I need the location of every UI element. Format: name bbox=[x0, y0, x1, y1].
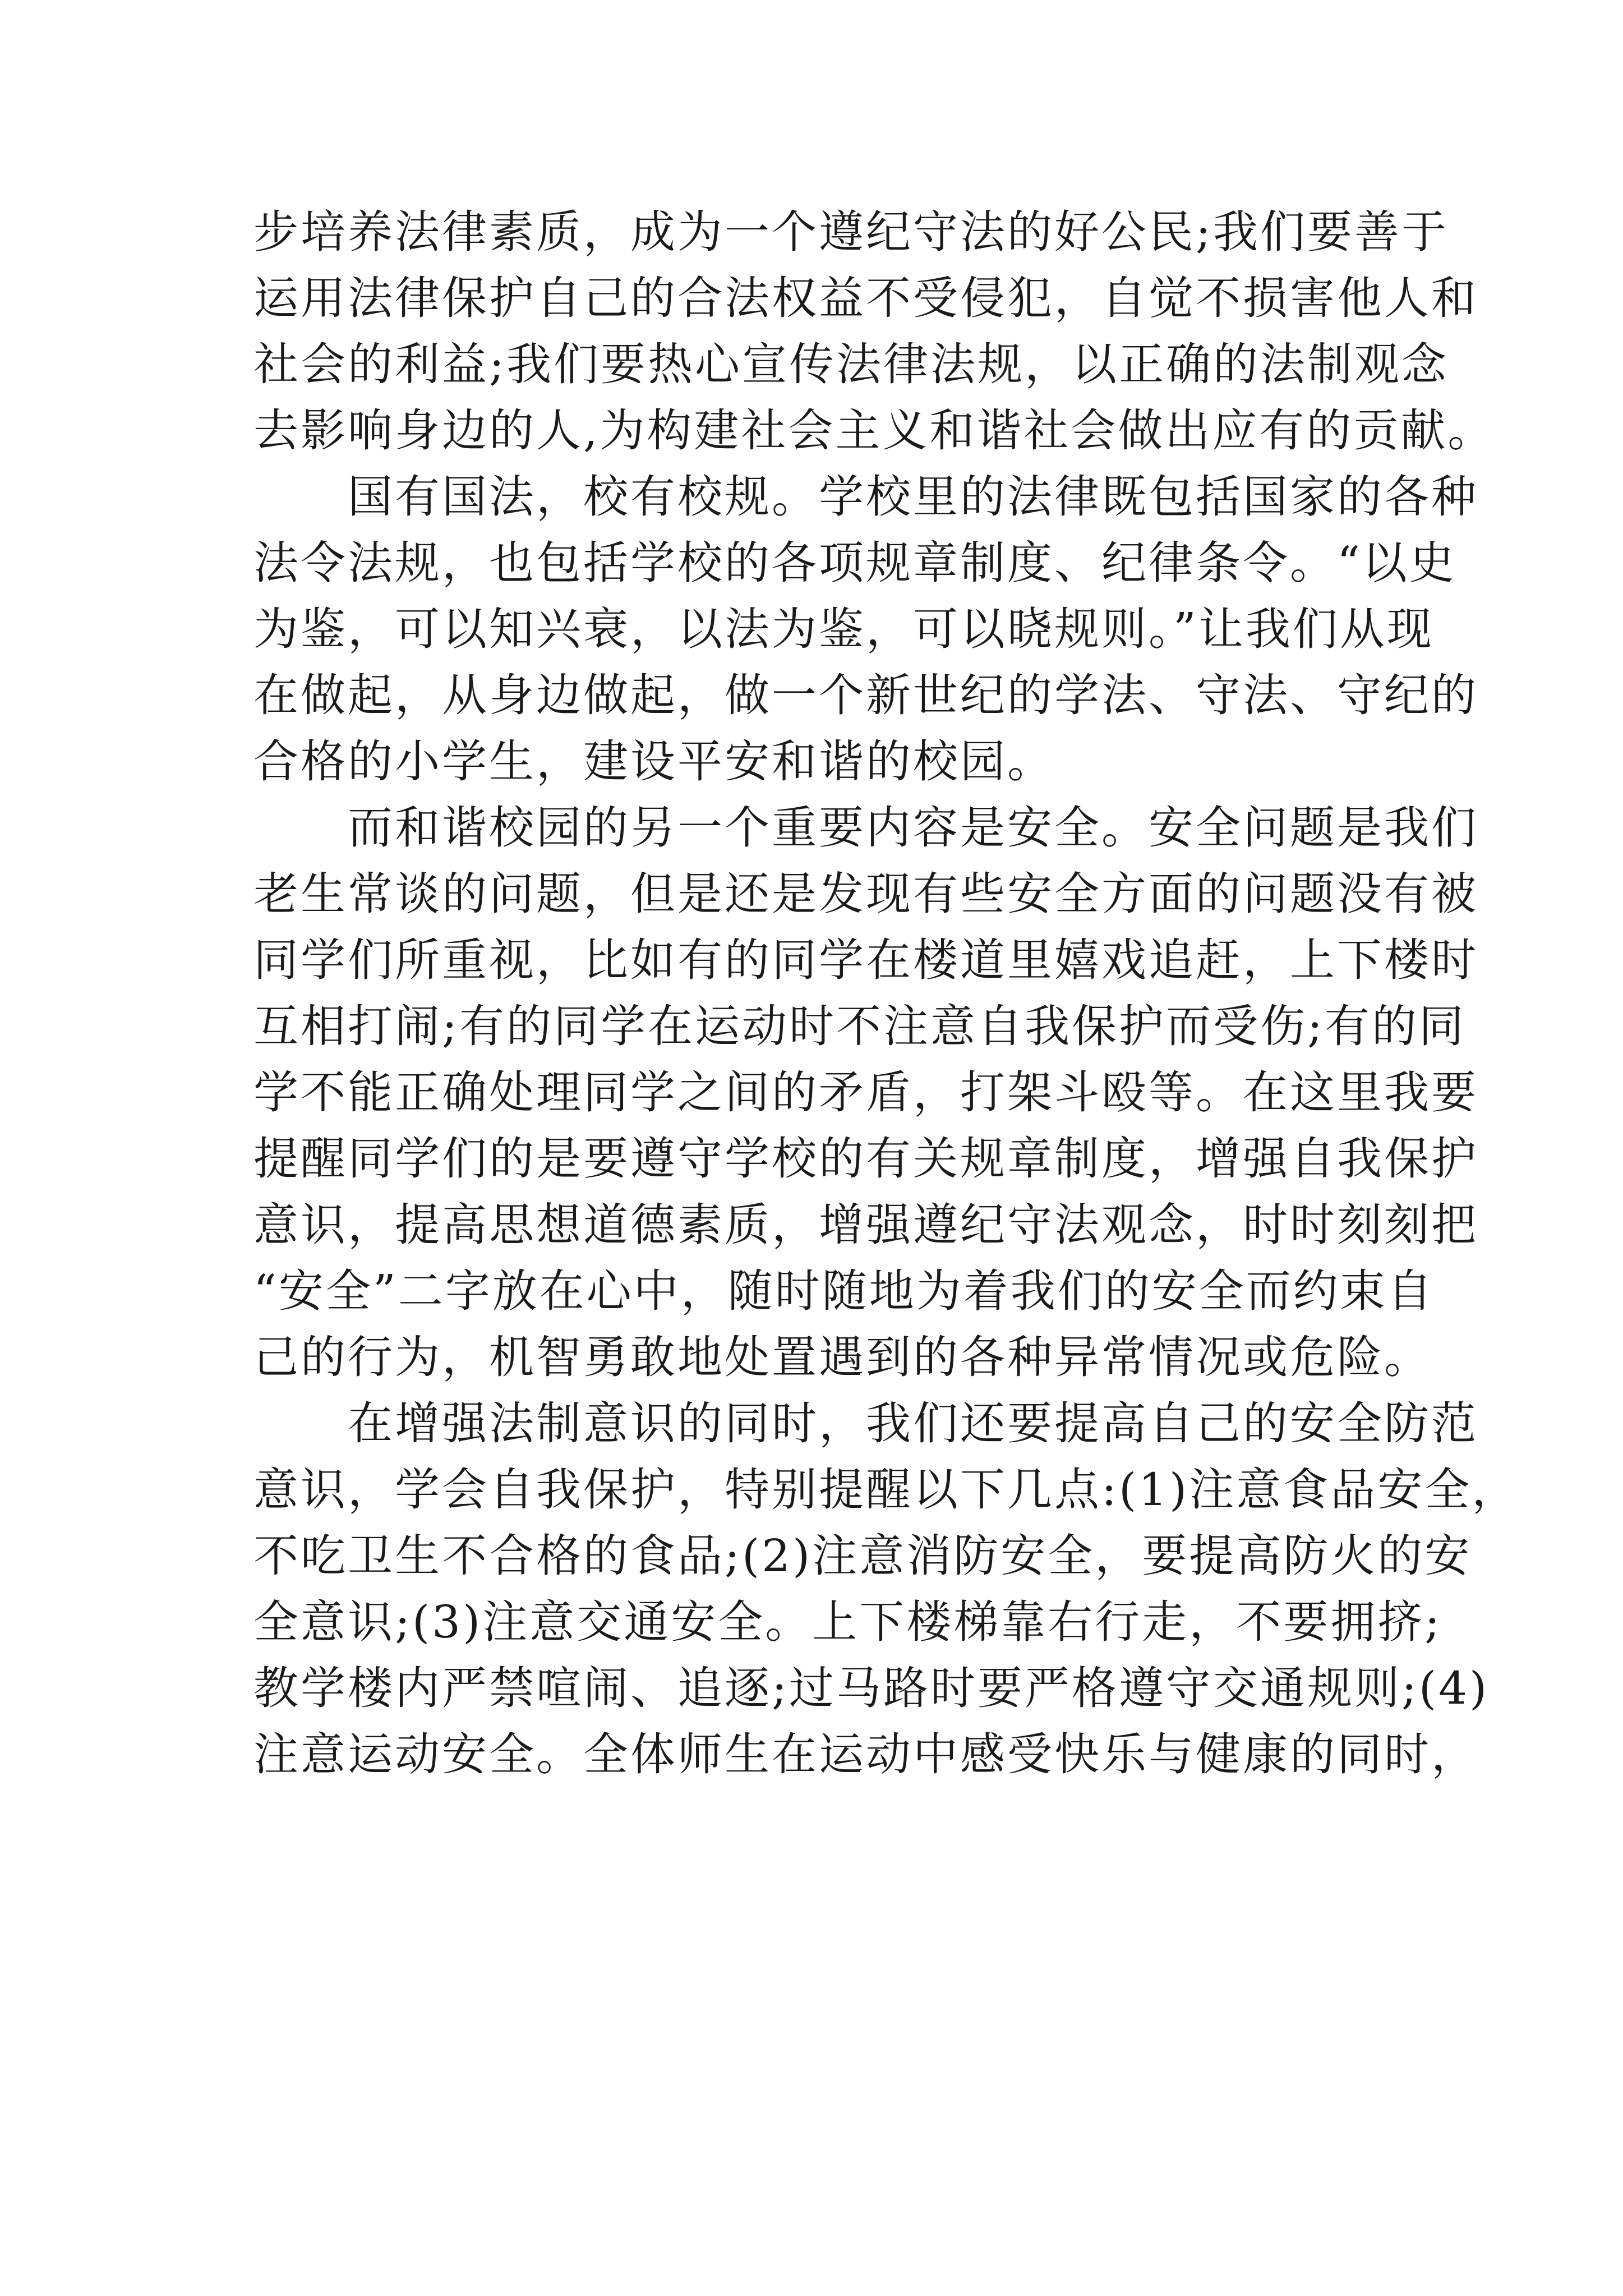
text-line: 不吃卫生不合格的食品;(2)注意消防安全，要提高防火的安 bbox=[253, 1530, 1472, 1582]
text-line: 意识，提高思想道德素质，增强遵纪守法观念，时时刻刻把 bbox=[253, 1199, 1478, 1251]
paragraph-first-line: 国有国法，校有校规。学校里的法律既包括国家的各种 bbox=[348, 471, 1478, 523]
text-line: 在做起，从身边做起，做一个新世纪的学法、守法、守纪的 bbox=[253, 669, 1478, 721]
paragraph-first-line: 在增强法制意识的同时，我们还要提高自己的安全防范 bbox=[348, 1397, 1478, 1450]
text-line: 互相打闹;有的同学在运动时不注意自我保护而受伤;有的同 bbox=[253, 1000, 1466, 1052]
text-line: “安全”二字放在心中，随时随地为着我们的安全而约束自 bbox=[253, 1265, 1435, 1317]
text-line: 法令法规，也包括学校的各项规章制度、纪律条令。“以史 bbox=[253, 537, 1456, 589]
text-line: 合格的小学生，建设平安和谐的校园。 bbox=[253, 735, 1054, 788]
text-line: 为鉴，可以知兴衰，以法为鉴，可以晓规则。”让我们从现 bbox=[253, 603, 1434, 655]
text-line: 提醒同学们的是要遵守学校的有关规章制度，增强自我保护 bbox=[253, 1133, 1478, 1185]
body-text bbox=[253, 199, 1519, 1788]
text-line: 运用法律保护自己的合法权益不受侵犯，自觉不损害他人和 bbox=[253, 272, 1478, 324]
text-line: 教学楼内严禁喧闹、追逐;过马路时要严格遵守交通规则;(4) bbox=[253, 1662, 1490, 1714]
text-line: 意识，学会自我保护，特别提醒以下几点:(1)注意食品安全， bbox=[253, 1464, 1519, 1516]
text-line: 步培养法律素质，成为一个遵纪守法的好公民;我们要善于 bbox=[253, 206, 1449, 258]
text-line: 去影响身边的人,为构建社会主义和谐社会做出应有的贡献。 bbox=[253, 404, 1495, 457]
text-line: 老生常谈的问题，但是还是发现有些安全方面的问题没有被 bbox=[253, 868, 1478, 920]
text-line: 同学们所重视，比如有的同学在楼道里嬉戏追赶，上下楼时 bbox=[253, 934, 1478, 986]
text-line: 注意运动安全。全体师生在运动中感受快乐与健康的同时， bbox=[253, 1728, 1478, 1780]
paragraph-first-line: 而和谐校园的另一个重要内容是安全。安全问题是我们 bbox=[348, 802, 1478, 854]
text-line: 学不能正确处理同学之间的矛盾，打架斗殴等。在这里我要 bbox=[253, 1066, 1478, 1119]
text-line: 社会的利益;我们要热心宣传法律法规，以正确的法制观念 bbox=[253, 338, 1449, 390]
text-line: 己的行为，机智勇敢地处置遇到的各种异常情况或危险。 bbox=[253, 1331, 1431, 1383]
text-line: 全意识;(3)注意交通安全。上下楼梯靠右行走，不要拥挤; bbox=[253, 1596, 1442, 1648]
